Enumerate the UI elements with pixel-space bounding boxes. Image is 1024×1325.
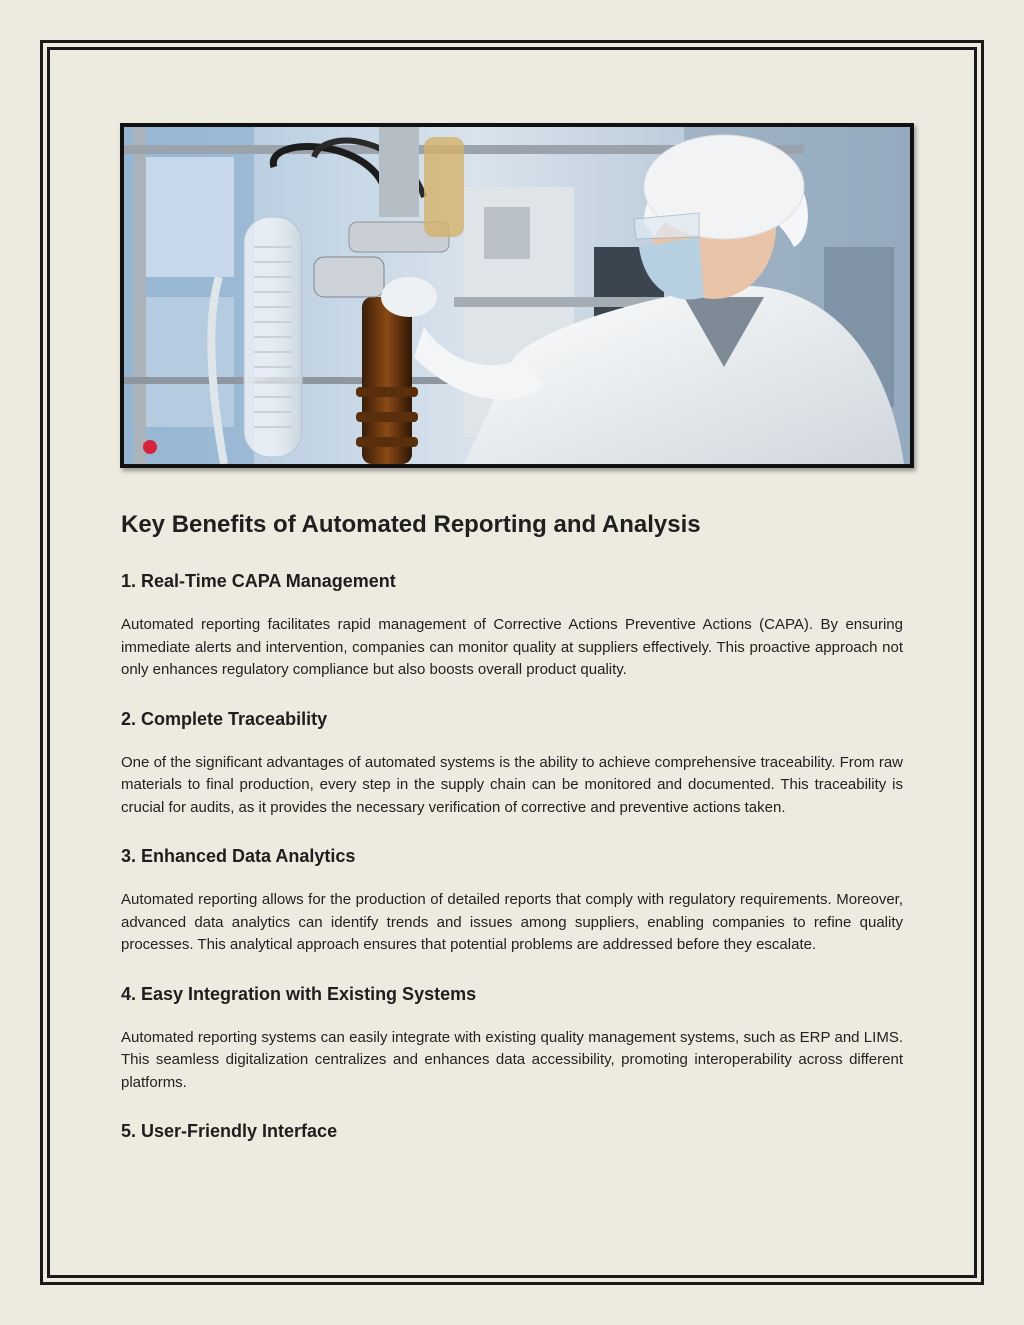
- benefit-section-traceability: [121, 706, 903, 820]
- benefit-section-integration: [121, 981, 903, 1095]
- section-heading: 3. Enhanced Data Analytics: [121, 846, 356, 866]
- benefit-section-capa: [121, 568, 903, 682]
- section-heading: 1. Real-Time CAPA Management: [121, 571, 396, 591]
- lab-scientist-photo: [120, 123, 914, 468]
- page-title: Key Benefits of Automated Reporting and Analysis: [121, 511, 701, 538]
- section-body: Automated reporting allows for the production of detailed reports that comply with regulatory requirements. Moreover, advanced data analytics can identify trends and issues among suppliers, enabling companies to refine quality processes. This analytical approach ensures that potential problems are addressed before they escalate.: [121, 891, 903, 953]
- benefit-section-interface: [121, 1118, 903, 1144]
- benefit-section-analytics: [121, 843, 903, 957]
- article-content: [121, 508, 903, 1164]
- section-body: Automated reporting facilitates rapid management of Corrective Actions Preventive Actions (CAPA). By ensuring immediate alerts and intervention, companies can monitor quality at suppliers effectively. This proactive approach not only enhances regulatory compliance but also boosts overall product quality.: [121, 616, 903, 678]
- section-heading: 2. Complete Traceability: [121, 708, 328, 729]
- section-body: One of the significant advantages of automated systems is the ability to achieve comprehensive traceability. From raw materials to final production, every step in the supply chain can be monitored and documented. This traceability is crucial for audits, as it provides the necessary verification of corrective and preventive actions taken.: [121, 753, 903, 816]
- section-heading: 4. Easy Integration with Existing Systems: [121, 983, 477, 1004]
- section-body: Automated reporting systems can easily integrate with existing quality management systems, such as ERP and LIMS. This seamless digitalization centralizes and enhances data accessibility, promoting interoperability across different platforms.: [121, 1028, 903, 1091]
- section-heading: 5. User-Friendly Interface: [121, 1121, 338, 1141]
